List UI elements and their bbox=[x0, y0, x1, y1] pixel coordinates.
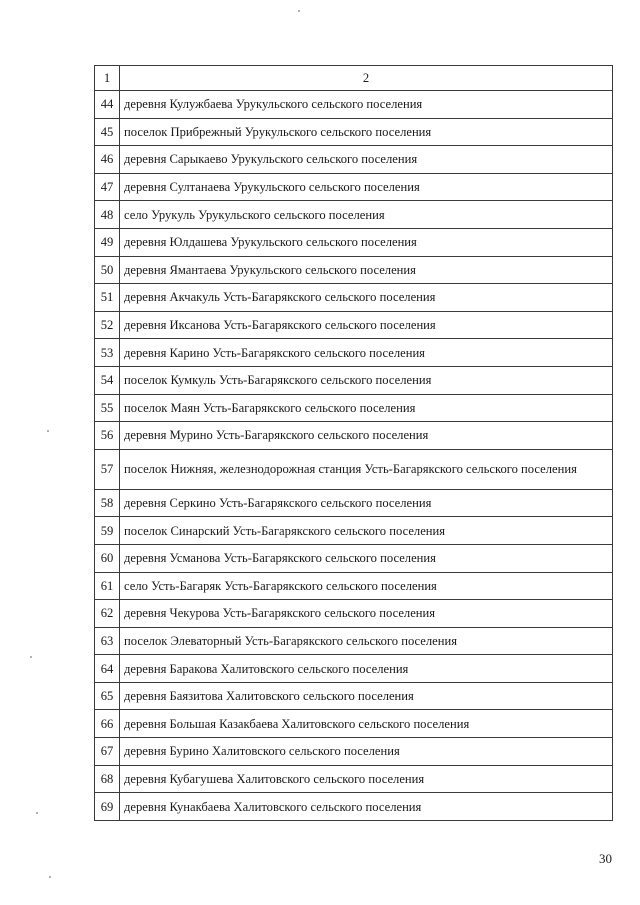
row-settlement-name: поселок Нижняя, железнодорожная станция Усть-Багарякского сельского поселения bbox=[120, 449, 613, 489]
row-number: 55 bbox=[95, 394, 120, 422]
table-row bbox=[95, 489, 613, 517]
table-row bbox=[95, 765, 613, 793]
row-settlement-name: деревня Кунакбаева Халитовского сельского поселения bbox=[120, 793, 613, 821]
row-number: 56 bbox=[95, 422, 120, 450]
row-number: 58 bbox=[95, 489, 120, 517]
row-settlement-name: поселок Кумкуль Усть-Багарякского сельского поселения bbox=[120, 366, 613, 394]
row-settlement-name: деревня Серкино Усть-Багарякского сельского поселения bbox=[120, 489, 613, 517]
row-settlement-name: деревня Баязитова Халитовского сельского поселения bbox=[120, 682, 613, 710]
scan-speck bbox=[30, 656, 32, 658]
row-number: 48 bbox=[95, 201, 120, 229]
table-row bbox=[95, 738, 613, 766]
table-row bbox=[95, 146, 613, 174]
row-number: 63 bbox=[95, 627, 120, 655]
row-settlement-name: деревня Кулужбаева Урукульского сельского поселения bbox=[120, 91, 613, 119]
row-settlement-name: деревня Бурино Халитовского сельского поселения bbox=[120, 738, 613, 766]
table-row bbox=[95, 256, 613, 284]
row-settlement-name: поселок Маян Усть-Багарякского сельского поселения bbox=[120, 394, 613, 422]
settlements-table bbox=[94, 65, 613, 821]
row-settlement-name: деревня Усманова Усть-Багарякского сельского поселения bbox=[120, 544, 613, 572]
row-settlement-name: деревня Султанаева Урукульского сельского поселения bbox=[120, 173, 613, 201]
row-number: 67 bbox=[95, 738, 120, 766]
row-number: 69 bbox=[95, 793, 120, 821]
table-row bbox=[95, 422, 613, 450]
page-number: 30 bbox=[599, 851, 612, 866]
row-settlement-name: деревня Юлдашева Урукульского сельского поселения bbox=[120, 228, 613, 256]
table-row bbox=[95, 544, 613, 572]
scan-speck bbox=[49, 876, 51, 878]
row-settlement-name: деревня Баракова Халитовского сельского поселения bbox=[120, 655, 613, 683]
settlements-table-body bbox=[95, 66, 613, 821]
table-row bbox=[95, 311, 613, 339]
row-number: 60 bbox=[95, 544, 120, 572]
table-row bbox=[95, 793, 613, 821]
row-number: 62 bbox=[95, 600, 120, 628]
row-number: 44 bbox=[95, 91, 120, 119]
row-number: 65 bbox=[95, 682, 120, 710]
table-row bbox=[95, 118, 613, 146]
row-number: 66 bbox=[95, 710, 120, 738]
row-number: 53 bbox=[95, 339, 120, 367]
row-settlement-name: поселок Элеваторный Усть-Багарякского сельского поселения bbox=[120, 627, 613, 655]
row-number: 54 bbox=[95, 366, 120, 394]
table-row bbox=[95, 572, 613, 600]
row-settlement-name: деревня Мурино Усть-Багарякского сельского поселения bbox=[120, 422, 613, 450]
header-col-number: 1 bbox=[95, 66, 120, 91]
table-row bbox=[95, 201, 613, 229]
table-row bbox=[95, 91, 613, 119]
scan-speck bbox=[36, 812, 38, 814]
row-settlement-name: село Усть-Багаряк Усть-Багарякского сельского поселения bbox=[120, 572, 613, 600]
table-row bbox=[95, 449, 613, 489]
table-row bbox=[95, 682, 613, 710]
table-row bbox=[95, 710, 613, 738]
row-settlement-name: поселок Синарский Усть-Багарякского сельского поселения bbox=[120, 517, 613, 545]
row-settlement-name: деревня Иксанова Усть-Багарякского сельского поселения bbox=[120, 311, 613, 339]
table-row bbox=[95, 394, 613, 422]
row-settlement-name: село Урукуль Урукульского сельского поселения bbox=[120, 201, 613, 229]
table-row bbox=[95, 228, 613, 256]
row-number: 52 bbox=[95, 311, 120, 339]
row-settlement-name: деревня Кубагушева Халитовского сельского поселения bbox=[120, 765, 613, 793]
table-row bbox=[95, 517, 613, 545]
table-row bbox=[95, 173, 613, 201]
row-settlement-name: поселок Прибрежный Урукульского сельского поселения bbox=[120, 118, 613, 146]
row-settlement-name: деревня Ямантаева Урукульского сельского поселения bbox=[120, 256, 613, 284]
row-number: 61 bbox=[95, 572, 120, 600]
table-row bbox=[95, 600, 613, 628]
header-col-name: 2 bbox=[120, 66, 613, 91]
row-number: 49 bbox=[95, 228, 120, 256]
table-header-row bbox=[95, 66, 613, 91]
row-number: 46 bbox=[95, 146, 120, 174]
table-row bbox=[95, 627, 613, 655]
scan-speck bbox=[298, 10, 300, 12]
row-number: 45 bbox=[95, 118, 120, 146]
table-row bbox=[95, 284, 613, 312]
row-settlement-name: деревня Акчакуль Усть-Багарякского сельского поселения bbox=[120, 284, 613, 312]
row-number: 68 bbox=[95, 765, 120, 793]
row-number: 59 bbox=[95, 517, 120, 545]
table-row bbox=[95, 339, 613, 367]
row-number: 64 bbox=[95, 655, 120, 683]
row-settlement-name: деревня Сарыкаево Урукульского сельского поселения bbox=[120, 146, 613, 174]
row-number: 51 bbox=[95, 284, 120, 312]
row-number: 57 bbox=[95, 449, 120, 489]
table-row bbox=[95, 655, 613, 683]
table-row bbox=[95, 366, 613, 394]
row-settlement-name: деревня Карино Усть-Багарякского сельского поселения bbox=[120, 339, 613, 367]
row-settlement-name: деревня Чекурова Усть-Багарякского сельского поселения bbox=[120, 600, 613, 628]
row-number: 47 bbox=[95, 173, 120, 201]
row-settlement-name: деревня Большая Казакбаева Халитовского сельского поселения bbox=[120, 710, 613, 738]
scan-speck bbox=[47, 430, 49, 432]
row-number: 50 bbox=[95, 256, 120, 284]
